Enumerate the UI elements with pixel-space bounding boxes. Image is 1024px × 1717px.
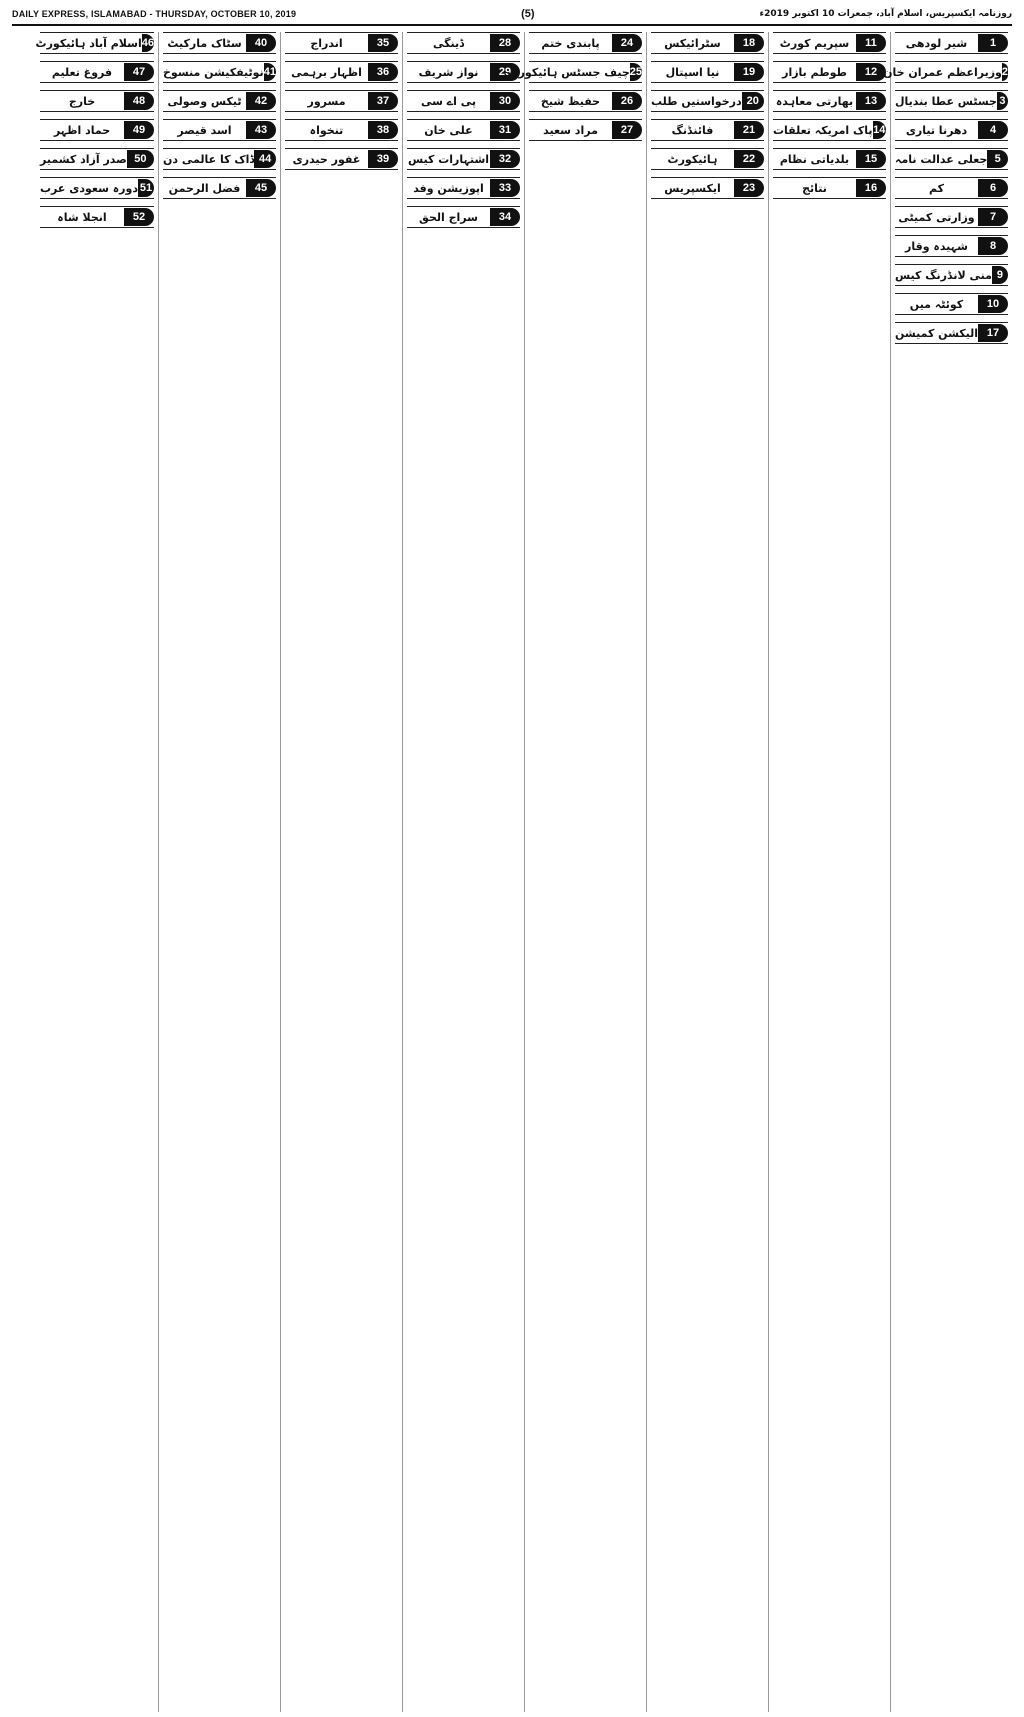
story-header xyxy=(40,90,154,112)
story-number-badge: 6 xyxy=(978,179,1008,197)
story-headline: فائنڈنگ xyxy=(671,123,714,137)
story-header xyxy=(507,61,642,83)
story-headline: تنخواہ xyxy=(309,123,344,137)
story-header xyxy=(529,90,642,112)
news-story xyxy=(407,119,520,144)
story-number-badge: 26 xyxy=(612,92,642,110)
story-headline: جسٹس عطا بندیال xyxy=(895,94,997,108)
story-number-badge: 33 xyxy=(490,179,520,197)
story-number-badge: 36 xyxy=(368,63,398,81)
news-story xyxy=(163,61,276,86)
news-story xyxy=(40,61,154,86)
story-headline: کم xyxy=(928,181,945,195)
story-headline: علی خان xyxy=(424,123,473,137)
story-header xyxy=(285,148,398,170)
story-headline: وزارتی کمیٹی xyxy=(898,210,975,224)
news-column xyxy=(507,32,646,1712)
story-headline: سٹاک مارکیٹ xyxy=(167,36,242,50)
story-header xyxy=(773,61,886,83)
story-number-badge: 16 xyxy=(856,179,886,197)
news-story xyxy=(507,61,642,86)
story-header xyxy=(895,90,1008,112)
story-number-badge: 28 xyxy=(490,34,520,52)
story-number-badge: 5 xyxy=(987,150,1008,168)
story-headline: مسرور xyxy=(307,94,346,108)
story-headline: چیف جسٹس ہائیکورٹ xyxy=(507,65,630,79)
news-story xyxy=(40,90,154,115)
story-number-badge: 14 xyxy=(873,121,886,139)
news-story xyxy=(773,177,886,202)
news-story xyxy=(35,32,154,57)
story-headline: فروغ تعلیم xyxy=(51,65,113,79)
news-story xyxy=(651,177,764,202)
story-header xyxy=(407,206,520,228)
story-headline: پاک امریکہ تعلقات xyxy=(773,123,873,137)
story-number-badge: 2 xyxy=(1002,63,1008,81)
news-story xyxy=(285,148,398,173)
story-number-badge: 41 xyxy=(264,63,276,81)
news-story xyxy=(285,90,398,115)
story-header xyxy=(35,32,154,54)
story-header xyxy=(895,235,1008,257)
news-story xyxy=(773,148,886,173)
news-story xyxy=(895,264,1008,289)
news-story xyxy=(773,90,886,115)
news-columns xyxy=(12,32,1012,1712)
story-number-badge: 31 xyxy=(490,121,520,139)
story-headline: خارج xyxy=(68,94,96,108)
story-header xyxy=(407,90,520,112)
story-number-badge: 35 xyxy=(368,34,398,52)
news-story xyxy=(40,177,154,202)
story-headline: سراج الحق xyxy=(419,210,478,224)
news-story xyxy=(895,148,1008,173)
news-column xyxy=(36,32,158,1712)
story-number-badge: 9 xyxy=(992,266,1008,284)
story-headline: نوٹیفکیشن منسوخ xyxy=(163,65,264,79)
news-story xyxy=(163,148,276,173)
story-header xyxy=(163,119,276,141)
news-story xyxy=(651,61,764,86)
news-story xyxy=(651,32,764,57)
news-story xyxy=(773,32,886,57)
story-headline: دورہ سعودی عرب xyxy=(40,181,138,195)
page-number: (5) xyxy=(521,8,535,20)
story-number-badge: 10 xyxy=(978,295,1008,313)
news-story xyxy=(895,177,1008,202)
story-number-badge: 48 xyxy=(124,92,154,110)
story-number-badge: 7 xyxy=(978,208,1008,226)
news-story xyxy=(407,61,520,86)
story-header xyxy=(773,177,886,199)
story-header xyxy=(40,148,154,170)
story-header xyxy=(773,119,886,141)
story-header xyxy=(285,119,398,141)
news-story xyxy=(773,119,886,144)
story-header xyxy=(40,61,154,83)
story-header xyxy=(651,90,764,112)
story-header xyxy=(285,90,398,112)
news-story xyxy=(883,61,1008,86)
story-headline: سپریم کورٹ xyxy=(779,36,850,50)
story-number-badge: 22 xyxy=(734,150,764,168)
news-story xyxy=(285,119,398,144)
story-number-badge: 47 xyxy=(124,63,154,81)
story-headline: انجلا شاہ xyxy=(57,210,107,224)
story-number-badge: 8 xyxy=(978,237,1008,255)
news-story xyxy=(773,61,886,86)
story-headline: جعلی عدالت نامہ xyxy=(895,152,988,166)
story-number-badge: 43 xyxy=(246,121,276,139)
story-header xyxy=(651,61,764,83)
story-header xyxy=(40,119,154,141)
news-story xyxy=(529,90,642,115)
story-number-badge: 12 xyxy=(856,63,886,81)
story-number-badge: 19 xyxy=(734,63,764,81)
story-number-badge: 52 xyxy=(124,208,154,226)
story-header xyxy=(163,177,276,199)
news-column xyxy=(280,32,402,1712)
story-header xyxy=(895,119,1008,141)
story-headline: غفور حیدری xyxy=(292,152,361,166)
news-story xyxy=(895,119,1008,144)
story-number-badge: 44 xyxy=(254,150,276,168)
story-headline: طوطم بازار xyxy=(782,65,847,79)
story-number-badge: 30 xyxy=(490,92,520,110)
news-story xyxy=(651,148,764,173)
story-number-badge: 24 xyxy=(612,34,642,52)
news-story xyxy=(651,90,764,115)
story-headline: بلدیاتی نظام xyxy=(779,152,850,166)
story-header xyxy=(895,148,1008,170)
story-header xyxy=(163,148,276,170)
story-headline: ڈینگی xyxy=(432,36,465,50)
story-number-badge: 32 xyxy=(490,150,520,168)
story-headline: حماد اظہر xyxy=(53,123,111,137)
story-header xyxy=(163,90,276,112)
story-headline: ایکسپریس xyxy=(664,181,721,195)
story-header xyxy=(773,90,886,112)
story-header xyxy=(651,148,764,170)
news-story xyxy=(651,119,764,144)
story-headline: پابندی ختم xyxy=(541,36,600,50)
story-number-badge: 15 xyxy=(856,150,886,168)
story-header xyxy=(407,177,520,199)
story-header xyxy=(651,119,764,141)
story-header xyxy=(407,148,520,170)
story-number-badge: 34 xyxy=(490,208,520,226)
news-story xyxy=(407,206,520,231)
story-number-badge: 4 xyxy=(978,121,1008,139)
story-headline: اسد قیصر xyxy=(177,123,232,137)
story-header xyxy=(285,32,398,54)
story-header xyxy=(651,177,764,199)
news-story xyxy=(163,119,276,144)
story-header xyxy=(883,61,1008,83)
story-header xyxy=(895,264,1008,286)
story-headline: اشتہارات کیس xyxy=(407,152,490,166)
news-column xyxy=(768,32,890,1712)
story-headline: سٹرائیکس xyxy=(664,36,721,50)
story-header xyxy=(163,32,276,54)
story-headline: وزیراعظم عمران خان xyxy=(883,65,1002,79)
story-number-badge: 13 xyxy=(856,92,886,110)
story-header xyxy=(895,32,1008,54)
story-header xyxy=(285,61,398,83)
masthead-urdu-dateline: روزنامہ ایکسپریس، اسلام آباد، جمعرات 10 اکتوبر 2019ء xyxy=(759,9,1012,19)
story-header xyxy=(895,177,1008,199)
news-story xyxy=(529,32,642,57)
story-header xyxy=(895,206,1008,228)
story-headline: صدر آزاد کشمیر xyxy=(40,152,127,166)
story-headline: فضل الرحمن xyxy=(168,181,241,195)
story-number-badge: 51 xyxy=(138,179,154,197)
news-column xyxy=(646,32,768,1712)
story-number-badge: 20 xyxy=(742,92,764,110)
story-headline: شہیدہ وقار xyxy=(905,239,968,253)
story-headline: اندراج xyxy=(310,36,343,50)
news-story xyxy=(285,32,398,57)
news-story xyxy=(895,322,1008,347)
story-headline: اپوزیشن وفد xyxy=(413,181,484,195)
story-number-badge: 38 xyxy=(368,121,398,139)
story-number-badge: 27 xyxy=(612,121,642,139)
news-story xyxy=(407,90,520,115)
news-story xyxy=(40,206,154,231)
story-number-badge: 50 xyxy=(127,150,154,168)
story-number-badge: 23 xyxy=(734,179,764,197)
news-story xyxy=(40,119,154,144)
story-headline: اسلام آباد ہائیکورٹ xyxy=(35,36,142,50)
story-number-badge: 25 xyxy=(630,63,642,81)
masthead xyxy=(12,6,1012,26)
news-story xyxy=(40,148,154,173)
story-headline: نتائج xyxy=(802,181,827,195)
story-headline: ٹیکس وصولی xyxy=(167,94,242,108)
story-number-badge: 1 xyxy=(978,34,1008,52)
story-header xyxy=(651,32,764,54)
story-number-badge: 3 xyxy=(997,92,1008,110)
story-number-badge: 39 xyxy=(368,150,398,168)
news-story xyxy=(529,119,642,144)
story-header xyxy=(407,61,520,83)
story-header xyxy=(895,322,1008,344)
news-story xyxy=(285,61,398,86)
story-number-badge: 11 xyxy=(856,34,886,52)
story-headline: مراد سعید xyxy=(543,123,598,137)
story-headline: حفیظ شیخ xyxy=(540,94,601,108)
story-number-badge: 42 xyxy=(246,92,276,110)
story-headline: نواز شریف xyxy=(418,65,479,79)
story-number-badge: 17 xyxy=(978,324,1008,342)
story-headline: الیکشن کمیشن xyxy=(895,326,979,340)
story-number-badge: 21 xyxy=(734,121,764,139)
story-number-badge: 49 xyxy=(124,121,154,139)
masthead-english-dateline: DAILY EXPRESS, ISLAMABAD - THURSDAY, OCTOBER 10, 2019 xyxy=(12,9,297,19)
story-headline: ڈاک کا عالمی دن xyxy=(163,152,255,166)
story-headline: ہائیکورٹ xyxy=(667,152,718,166)
story-number-badge: 46 xyxy=(142,34,154,52)
news-column xyxy=(883,32,1012,1712)
story-header xyxy=(40,206,154,228)
story-headline: بھارتی معاہدہ xyxy=(775,94,854,108)
news-story xyxy=(163,90,276,115)
story-header xyxy=(529,119,642,141)
news-story xyxy=(163,177,276,202)
story-number-badge: 37 xyxy=(368,92,398,110)
story-header xyxy=(407,119,520,141)
story-header xyxy=(895,293,1008,315)
story-headline: منی لانڈرنگ کیس xyxy=(895,268,992,282)
story-headline: نیا اسپتال xyxy=(665,65,720,79)
news-story xyxy=(407,32,520,57)
news-column xyxy=(158,32,280,1712)
news-story xyxy=(895,90,1008,115)
story-headline: پی اے سی xyxy=(420,94,477,108)
story-header xyxy=(773,32,886,54)
news-story xyxy=(407,148,520,173)
story-headline: دھرنا تیاری xyxy=(905,123,968,137)
story-number-badge: 29 xyxy=(490,63,520,81)
story-header xyxy=(407,32,520,54)
story-headline: درخواستیں طلب xyxy=(651,94,742,108)
story-number-badge: 18 xyxy=(734,34,764,52)
story-number-badge: 40 xyxy=(246,34,276,52)
news-story xyxy=(163,32,276,57)
news-column xyxy=(402,32,524,1712)
story-headline: کوئٹہ میں xyxy=(909,297,964,311)
story-header xyxy=(773,148,886,170)
story-header xyxy=(40,177,154,199)
story-header xyxy=(163,61,276,83)
news-story xyxy=(895,32,1008,57)
news-story xyxy=(407,177,520,202)
news-story xyxy=(895,235,1008,260)
news-story xyxy=(895,293,1008,318)
story-number-badge: 45 xyxy=(246,179,276,197)
story-header xyxy=(529,32,642,54)
story-headline: اظہار برہمی xyxy=(291,65,362,79)
news-story xyxy=(895,206,1008,231)
story-headline: شیر لودھی xyxy=(905,36,968,50)
